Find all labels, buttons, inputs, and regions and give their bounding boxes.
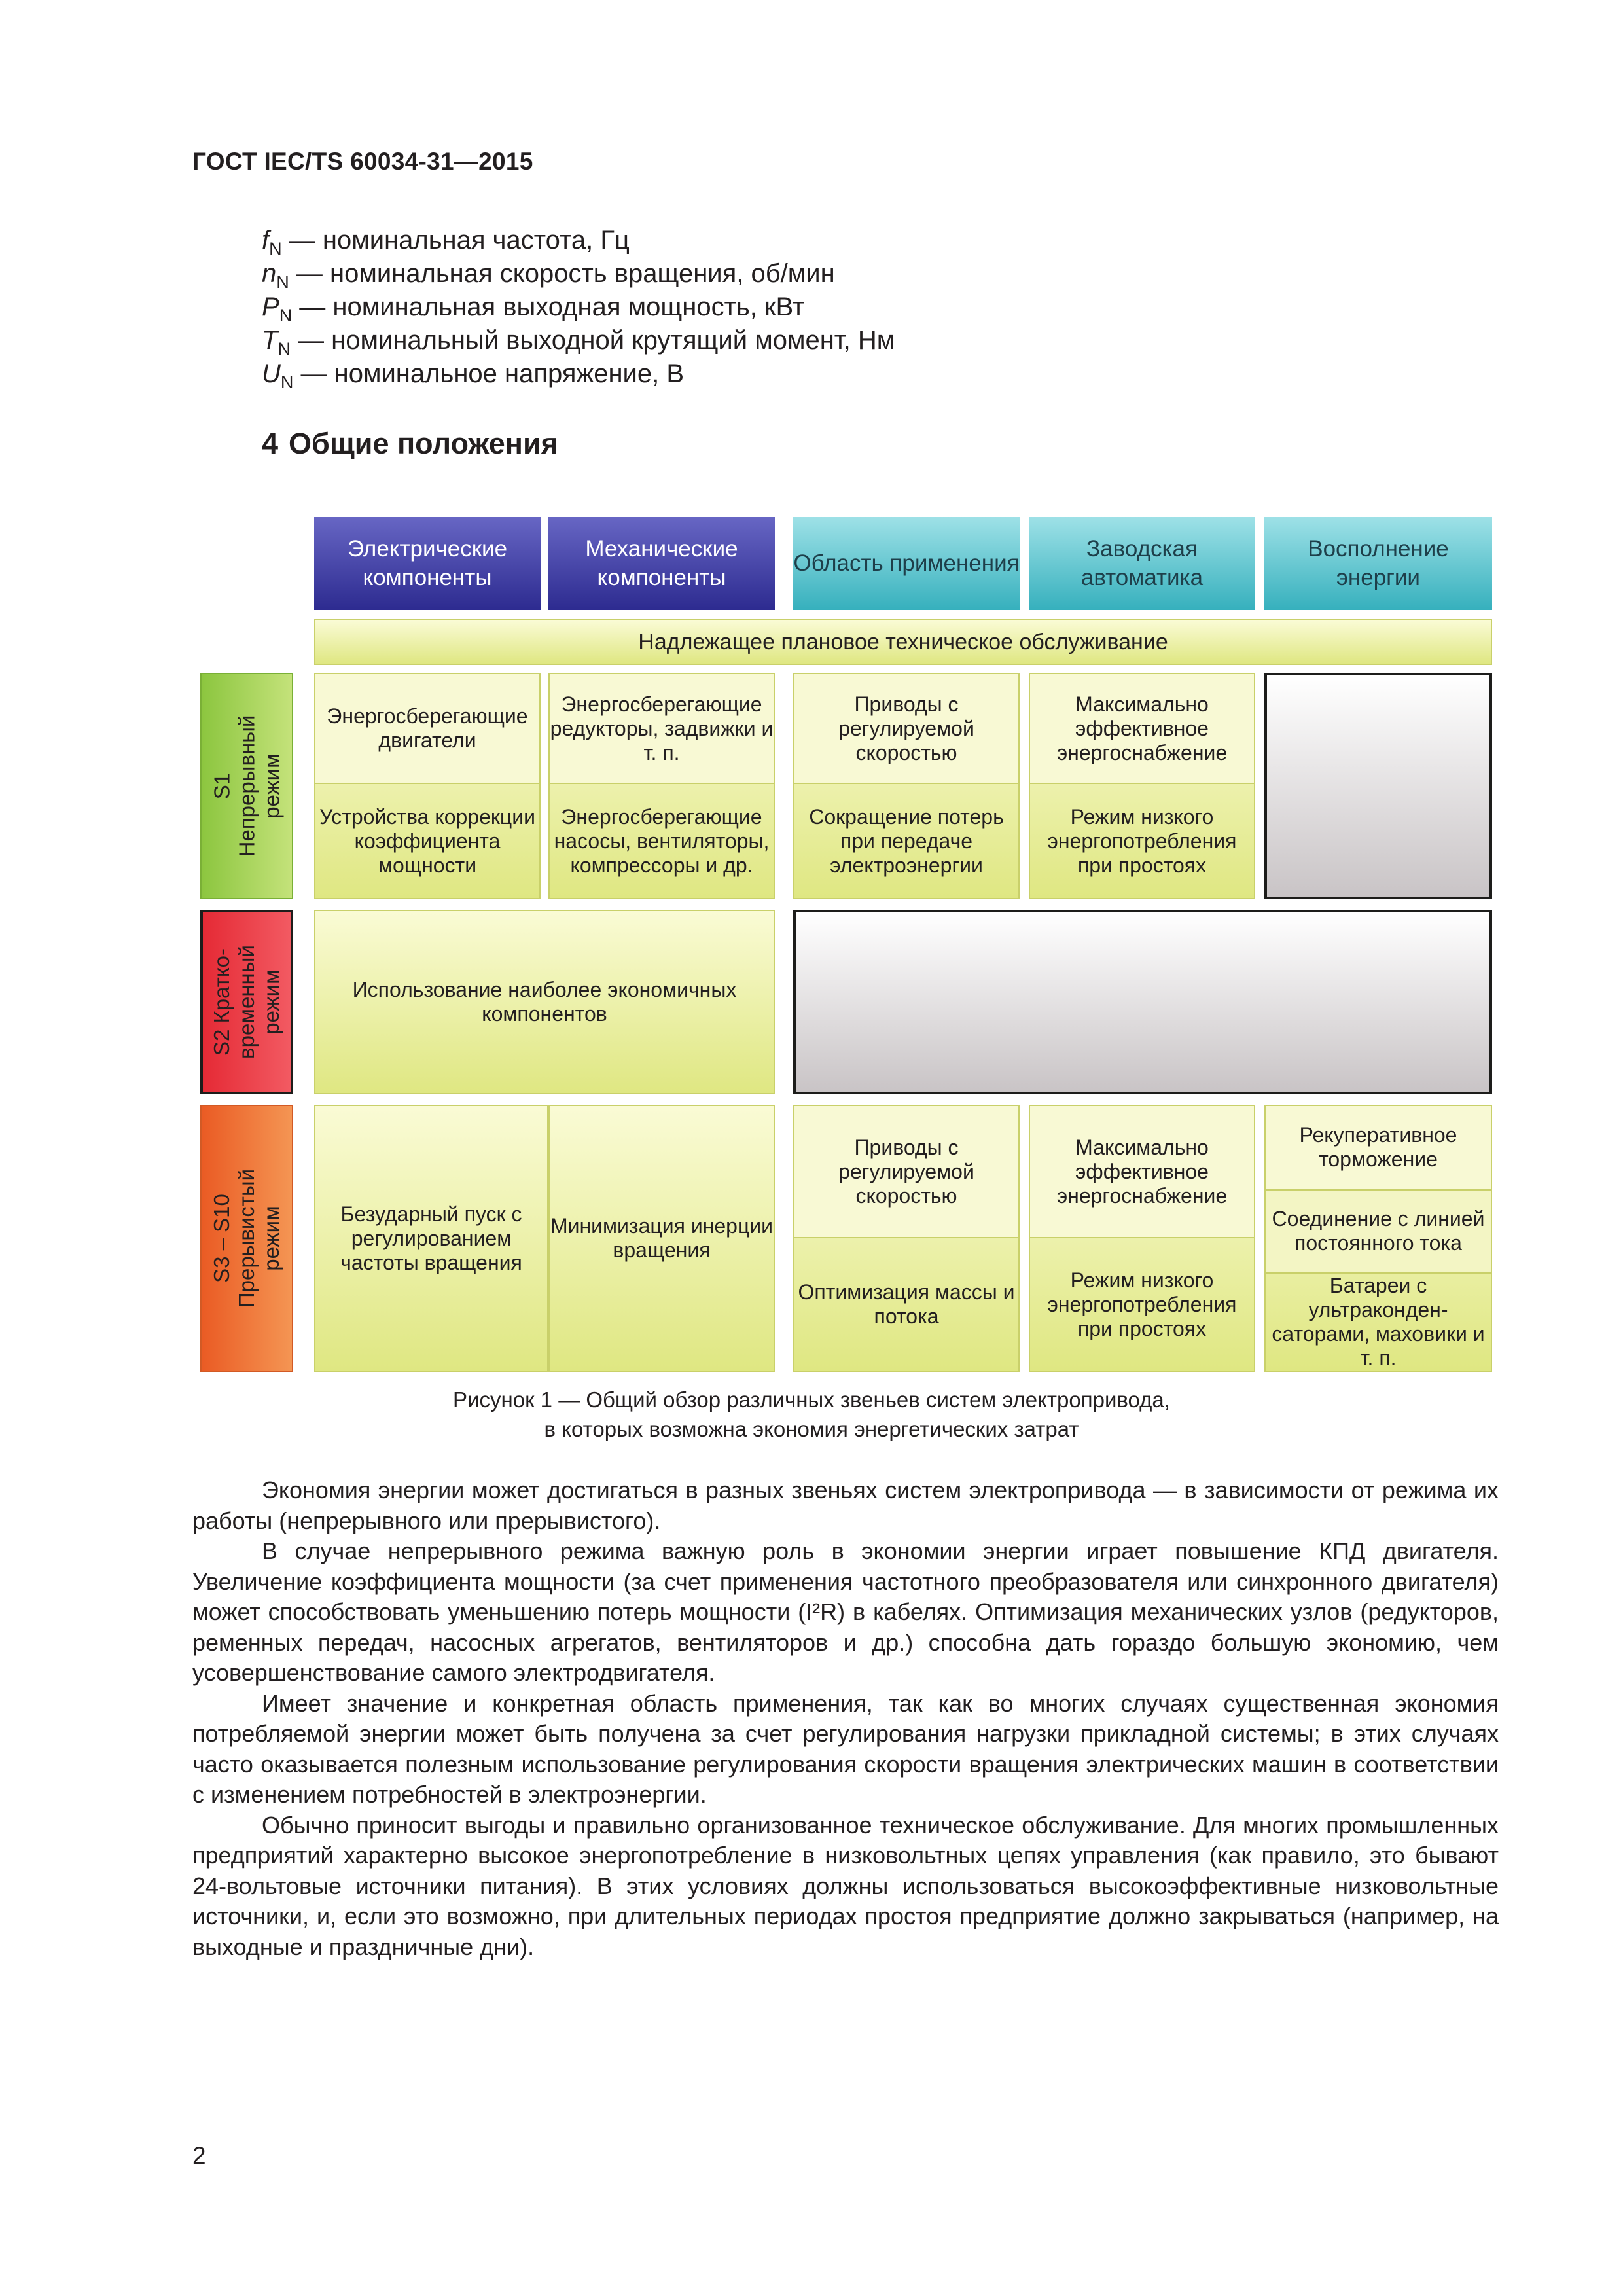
s3-soft-start: Безударный пуск с регулированием частоты вращения: [314, 1105, 548, 1372]
maintenance-bar: Надлежащее плановое техническое обслуживание: [314, 619, 1492, 665]
s1-drives: Приводы с регулируемой скоростью: [794, 674, 1018, 784]
symbol-subscript: N: [276, 272, 289, 292]
symbol: T: [262, 326, 278, 355]
mode-s1-label: [200, 673, 293, 899]
s1-power-factor: Устройства коррекции коэффициента мощности: [319, 804, 535, 877]
s1-energy-recovery-empty: [1264, 673, 1492, 899]
mode-s1-text: S1 Непрерывный режим: [209, 715, 284, 857]
s3-application-cell: [793, 1105, 1020, 1372]
s3-power-supply: Максимально эффективное энергоснабжение: [1030, 1106, 1254, 1238]
s1-electrical-cell: [314, 673, 541, 899]
mode-s2-text: S2 Кратко- временный режим: [209, 945, 284, 1059]
column-header-automation: Заводская автоматика: [1029, 517, 1255, 610]
symbol: n: [262, 259, 277, 288]
symbol: f: [262, 226, 270, 255]
s1-standby: Режим низкого энергопотребления при простоях: [1047, 804, 1237, 877]
column-header-energy-recovery: Восполнение энергии: [1264, 517, 1492, 610]
symbol-subscript: N: [280, 372, 294, 392]
s3-mass-flow: Оптимизация массы и потока: [798, 1280, 1015, 1328]
symbol-description: — номинальный выходной крутящий момент, Нм: [290, 326, 895, 355]
section-number: 4: [262, 427, 279, 460]
mode-s3-label: [200, 1105, 293, 1372]
symbol: P: [262, 293, 279, 321]
column-header-mechanical: Механические компоненты: [548, 517, 775, 610]
symbol-description: — номинальная скорость вращения, об/мин: [289, 259, 835, 288]
s1-gears: Энергосберегающие редукторы, задвижки и т. п.: [550, 674, 774, 784]
section-title: Общие положения: [289, 427, 558, 460]
s1-application-cell: [793, 673, 1020, 899]
s2-economic-components: Использование наиболее экономичных компонентов: [314, 910, 775, 1094]
paragraph: Обычно приносит выгоды и правильно организованное техническое обслуживание. Для многих промышленных предприятий характерно высокое энергопотребление в низковольтных цепях управления (как правило, это бывают 24-вольтовые источники питания). В этих условиях должны использоваться высокоэффективные низковольтные источники, и, если это возможно, при длительных периодах простоя предприятие должно закрываться (например, на выходные и праздничные дни).: [192, 1811, 1499, 1960]
s3-regenerative: Рекуперативное торможение: [1266, 1106, 1491, 1191]
symbol-subscript: N: [279, 306, 293, 325]
symbol-description: — номинальная частота, Гц: [281, 226, 630, 255]
figure-caption: [0, 1385, 1623, 1444]
s1-mechanical-cell: [548, 673, 775, 899]
s3-inertia: Минимизация инерции вращения: [548, 1105, 775, 1372]
s1-power-supply: Максимально эффективное энергоснабжение: [1030, 674, 1254, 784]
s1-automation-cell: [1029, 673, 1255, 899]
figure-caption-line1: Рисунок 1 — Общий обзор различных звеньев систем электропривода,: [453, 1388, 1170, 1412]
s1-transmission: Сокращение потерь при передаче электроэнергии: [809, 804, 1004, 877]
page-number: 2: [192, 2142, 206, 2169]
s3-energy-recovery-cell: [1264, 1105, 1492, 1372]
s1-motors: Энергосберегающие двигатели: [315, 674, 539, 784]
section-heading: [262, 427, 569, 461]
paragraph: Имеет значение и конкретная область применения, так как во многих случаях существенная экономия потребляемой энергии может быть получена за счет регулирования нагрузки прикладной системы; в этих случаях часто оказывается полезным использование регулирования скорости вращения электрических машин в соответствии с изменением потребностей в электроэнергии.: [192, 1689, 1499, 1808]
s3-dc-link: Соединение с линией постоянного тока: [1266, 1191, 1491, 1274]
s3-automation-cell: [1029, 1105, 1255, 1372]
symbol-description: — номинальное напряжение, В: [293, 359, 685, 388]
symbol-row: [262, 291, 895, 324]
s2-empty-area: [793, 910, 1492, 1094]
s1-pumps: Энергосберегающие насосы, вентиляторы, компрессоры и др.: [554, 804, 770, 877]
s3-standby: Режим низкого энергопотребления при простоях: [1047, 1268, 1237, 1340]
column-header-application: Область применения: [793, 517, 1020, 610]
paragraph: В случае непрерывного режима важную роль в экономии энергии играет повышение КПД двигателя. Увеличение коэффициента мощности (за счет применения частотного преобразователя или синхронного двигателя) может способствовать уменьшению потерь мощности (I²R) в кабелях. Оптимизация механических узлов (редукторов, ременных передач, насосных агрегатов, вентиляторов и др.) способна дать гораздо большую экономию, чем усовершенствование самого электродвигателя.: [192, 1537, 1499, 1686]
body-text: [192, 1475, 1499, 1962]
symbol-subscript: N: [269, 239, 282, 259]
symbol-row: [262, 324, 895, 357]
mode-s3-text: S3 – S10 Прерывистый режим: [209, 1168, 283, 1308]
s3-drives: Приводы с регулируемой скоростью: [794, 1106, 1018, 1238]
mode-s2-label: [200, 910, 293, 1094]
symbol-subscript: N: [277, 339, 291, 359]
figure-caption-line2: в которых возможна экономия энергетических затрат: [544, 1417, 1079, 1441]
symbol-list: [262, 224, 895, 391]
column-header-electrical: Электрические компоненты: [314, 517, 541, 610]
s3-batteries: Батареи с ультраконден- саторами, маховики и т. п.: [1272, 1274, 1485, 1370]
symbol-row: [262, 224, 895, 257]
symbol-description: — номинальная выходная мощность, кВт: [292, 293, 805, 321]
symbol-row: [262, 357, 895, 391]
document-header: ГОСТ IEC/TS 60034-31—2015: [192, 148, 533, 175]
symbol: U: [262, 359, 281, 388]
paragraph: Экономия энергии может достигаться в разных звеньях систем электропривода — в зависимости от режима их работы (непрерывного или прерывистого).: [192, 1477, 1499, 1534]
symbol-row: [262, 257, 895, 291]
